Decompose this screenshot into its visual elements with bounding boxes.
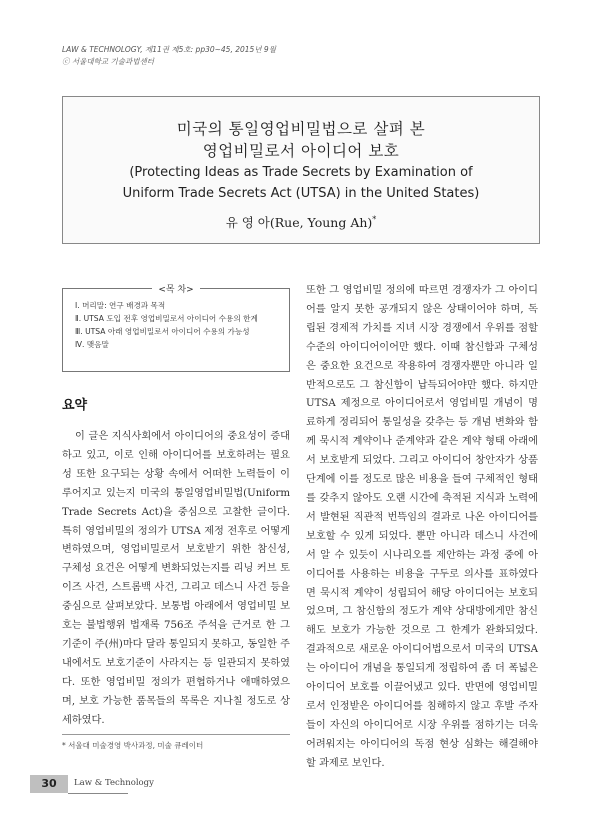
page-number: 30: [30, 775, 68, 793]
abstract-paragraph: 이 글은 지식사회에서 아이디어의 중요성이 증대하고 있고, 이로 인해 아이디어를 보호하려는 필요성 또한 요구되는 상황 속에서 어떠한 노력들이 이루어지고 있는지 미국의 통일영업비밀법(Uniform Trade Secrets Act)을 중심으로 고찰한 글이다. 특히 영업비밀의 정의가 UTSA 제정 전후로 어떻게 변하였으며, 영업비밀로서 보호받기 위한 참신성, 구체성 요건은 어떻게 변화되었는지를 리닝 커브 토이즈 사건, 스트롬백 사건, 그리고 데스니 사건 등을 중심으로 살펴보았다. 보통법 아래에서 영업비밀 보호는 불법행위 법재록 756조 주석을 근거로 한 그 기준이 주(州)마다 달라 통일되지 못하고, 동일한 주 내에서도 보호기준이 사라지는 등 일관되지 못하였다. 또한 영업비밀 정의가 편협하거나 애매하였으며, 보호 가능한 품목들의 목록은 지나칠 정도로 상세하였다.: [62, 431, 290, 726]
toc-item: Ⅲ. UTSA 아래 영업비밀로서 아이디어 수용의 가능성: [75, 327, 250, 336]
toc-item: Ⅰ. 머리말: 연구 배경과 목적: [75, 301, 166, 310]
abstract-heading: 요약: [62, 398, 88, 413]
korean-title-line2: 영업비밀로서 아이디어 보호: [202, 142, 400, 160]
title-box: [62, 96, 540, 244]
toc-heading: <목 차>: [152, 285, 199, 295]
abstract-paragraph: 또한 그 영업비밀 정의에 따르면 경쟁자가 그 아이디어를 알지 못한 공개되지 않은 상태이어야 하며, 독립된 경제적 가치를 지녀 시장 경쟁에서 우위를 점할 수준의 아이디어이어만 했다. 이때 참신함과 구체성은 중요한 요건으로 작용하여 경쟁자뿐만 아니라 일반적으로도 그 참신함이 납득되어야만 했다. 하지만 UTSA 제정으로 아이디어로서 영업비밀 개념이 명료하게 정리되어 통일성을 갖추는 등 개념 변화와 함께 묵시적 계약이나 준계약과 같은 계약 형태 아래에서 보호받게 되었다. 그리고 아이디어 창안자가 상품 단계에 이를 정도로 많은 비용을 들여 구체적인 형태를 갖추지 않아도 오랜 시간에 축적된 지식과 노력에서 발현된 직관적 번뜩임의 결과로 나온 아이디어를 보호할 수 있게 되었다. 뿐만 아니라 데스니 사건에서 알 수 있듯이 시나리오를 제안하는 과정 중에 아이디어를 사용하는 비용을 구두로 의사를 표하였다면 묵시적 계약이 성립되어 해당 아이디어는 보호되었으며, 그 참신함의 정도가 계약 상대방에게만 참신해도 보호가 가능한 것으로 그 한계가 완화되었다. 결과적으로 새로운 아이디어법으로서 미국의 UTSA는 아이디어 개념을 통일되게 정립하여 좀 더 폭넓은 아이디어 보호를 이끌어냈고 있다. 반면에 영업비밀로서 인정받은 아이디어를 침해하지 않고 후발 주자들이 자신의 아이디어로 시장 우위를 점하기는 더욱 어려워지는 아이디어의 독점 현상 심화는 해결해야 할 과제로 보인다.: [306, 285, 538, 769]
author-footnote-mark: *: [372, 214, 377, 224]
abstract-right-column: [306, 282, 538, 774]
citation-line: LAW & TECHNOLOGY, 제11권 제5호: pp30~45, 2015년 9월: [62, 45, 276, 54]
abstract-left-column: [62, 428, 290, 731]
footnote-rule: [62, 734, 290, 735]
english-title-line2: Uniform Trade Secrets Act (UTSA) in the United States): [122, 186, 480, 201]
journal-name: Law & Technology: [74, 778, 154, 788]
korean-title-line1: 미국의 통일영업비밀법으로 살펴 본: [176, 120, 426, 138]
toc-list: [63, 289, 289, 351]
toc-item: Ⅱ. UTSA 도입 전후 영업비밀로서 아이디어 수용의 한계: [75, 314, 258, 323]
table-of-contents: [62, 285, 290, 372]
running-header: [62, 44, 276, 68]
footnote: * 서울대 미술경영 박사과정, 미술 큐레이터: [62, 741, 204, 750]
publisher-line: ⓒ 서울대학교 기술과법센터: [62, 57, 154, 66]
footer-rule: [68, 793, 128, 794]
toc-item: Ⅳ. 맺음말: [75, 340, 109, 349]
author-line: [63, 213, 539, 231]
english-title-line1: (Protecting Ideas as Trade Secrets by Examination of: [129, 165, 473, 180]
author-name: 유 영 아(Rue, Young Ah): [225, 215, 373, 230]
